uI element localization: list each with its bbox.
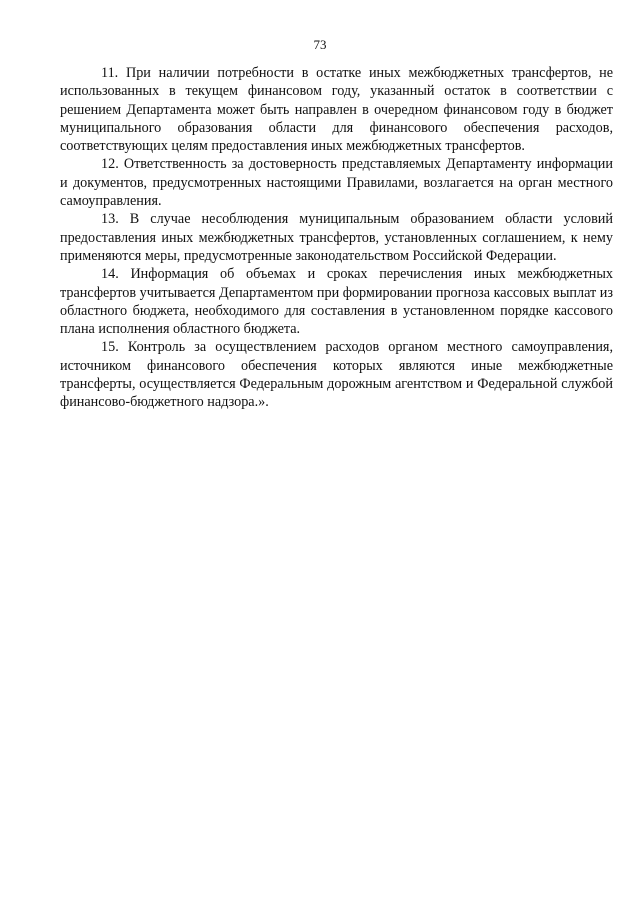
- paragraph-13: 13. В случае несоблюдения муниципальным образованием области условий предоставления иных межбюджетных трансфертов, установленных соглашением, к нему применяются меры, предусмотренные законодательством Российской Федерации.: [60, 211, 613, 264]
- paragraph-15: 15. Контроль за осуществлением расходов органом местного самоуправления, источником финансового обеспечения которых являются иные межбюджетные трансферты, осуществляется Федеральным дорожным агентством и Федеральной службой финансово-бюджетного надзора.».: [60, 339, 613, 411]
- document-body: [60, 64, 613, 412]
- paragraph-11: 11. При наличии потребности в остатке иных межбюджетных трансфертов, не использованных в текущем финансовом году, указанный остаток в соответствии с решением Департамента может быть направлен в очередном финансовом году в бюджет муниципального образования области для финансового обеспечения расходов, соответствующих целям предоставления иных межбюджетных трансфертов.: [60, 65, 613, 155]
- page-number: 73: [313, 37, 327, 52]
- paragraph-14: 14. Информация об объемах и сроках перечисления иных межбюджетных трансфертов учитывается Департаментом при формировании прогноза кассовых выплат из областного бюджета, необходимого для составления в установленном порядке кассового плана исполнения областного бюджета.: [60, 266, 613, 338]
- paragraph-12: 12. Ответственность за достоверность представляемых Департаменту информации и документов, предусмотренных настоящими Правилами, возлагается на орган местного самоуправления.: [60, 156, 613, 210]
